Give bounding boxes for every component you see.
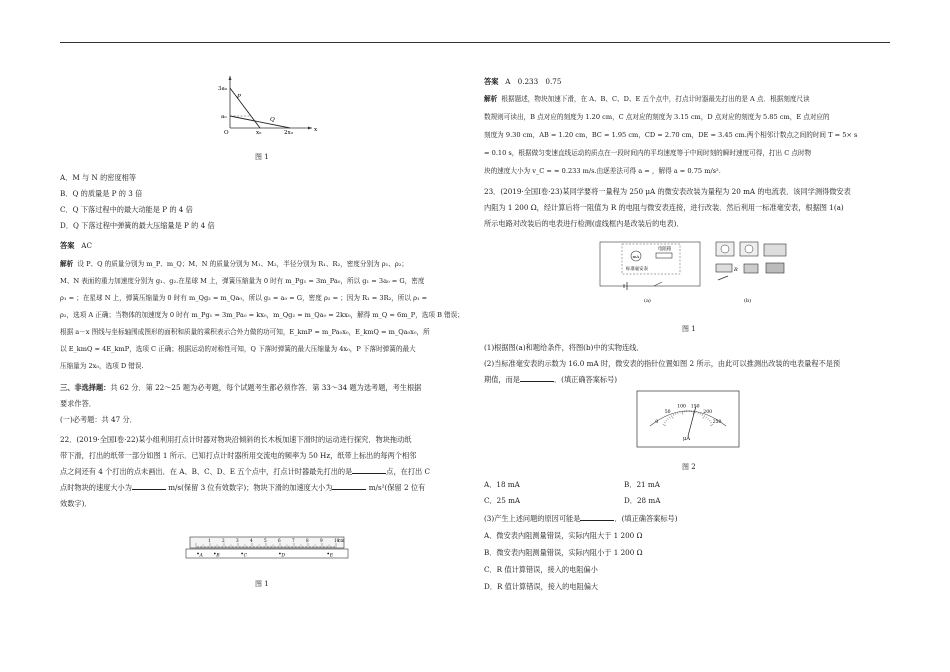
option-c: C．Q 下落过程中的最大动能是 P 的 4 倍 xyxy=(60,205,193,214)
answer-label-right: 答案 xyxy=(484,77,499,86)
figure-caption-ruler: 图 1 xyxy=(255,580,269,588)
r-analysis-line-1: 解析 根据题述，物块加速下滑，在 A、B、C、D、E 五个点中，打点计时器最先打出的是 A 点．根据刻度尺读 xyxy=(484,95,810,103)
answer-value: AC xyxy=(81,241,92,250)
answer-value-right: A 0.233 0.75 xyxy=(505,77,562,86)
q22-line-3: 点之间还有 4 个打出的点未画出．在 A、B、C、D、E 五个点中，打点计时器最先打出的是 点，在打出 C xyxy=(60,467,430,476)
option3-d: D．R 值计算错误，接入的电阻偏大 xyxy=(484,582,599,591)
label-origin: O xyxy=(224,130,229,136)
paper-tape xyxy=(186,549,348,558)
option2-c: C．25 mA xyxy=(484,496,521,505)
option2-a: A．18 mA xyxy=(484,480,520,489)
option2-b: B．21 mA xyxy=(624,480,660,489)
circuit-figure xyxy=(594,236,794,308)
sub-question-3: (3)产生上述问题的原因可能是 ．(填正确答案标号) xyxy=(484,514,678,523)
part-b-label: (b) xyxy=(744,298,752,304)
ruler-tick-label: 7 xyxy=(292,538,295,543)
ruler-tick-label: 5 xyxy=(264,538,267,543)
resistor-box-symbol xyxy=(656,253,672,258)
apparatus-resistor xyxy=(716,264,732,272)
line-P xyxy=(230,88,260,128)
sub-question-1: (1)根据图(a)和题给条件，将图(b)中的实物连线． xyxy=(484,343,644,352)
r-analysis-line-2: 数规则可读出，B 点对应的刻度为 1.20 cm，C 点对应的刻度为 3.15 cm，D 点对应的刻度为 5.85 cm，E 点对应的 xyxy=(484,113,830,121)
ruler-tick-label: 10 xyxy=(334,538,340,543)
label-x0: x₀ xyxy=(256,130,262,136)
q23-line-2: 内阻为 1 200 Ω，经计算后将一阻值为 R 的电阻与微安表连接，进行改装．然后利用一标准毫安表，根据图 1(a) xyxy=(484,203,844,212)
option-b: B．Q 的质量是 P 的 3 倍 xyxy=(60,189,143,198)
apparatus-R-label: R xyxy=(734,267,738,273)
std-meter-label: 标准毫安表 xyxy=(626,267,648,272)
dial-tick-label: 0 xyxy=(655,419,659,425)
section-heading: 三、非选择题：共 62 分．第 22～25 题为必考题，每个试题考生都必须作答．第 33～34 题为选考题，考生根据 xyxy=(60,383,422,392)
dial-unit: μA xyxy=(683,436,691,442)
ruler-tick-label: 4 xyxy=(250,538,253,543)
resistor-box-label: 电阻箱 xyxy=(658,247,672,252)
ruler-tick-label: 9 xyxy=(320,538,323,543)
q22-line-2: 带下滑，打出的纸带一部分如图 1 所示．已知打点计时器所用交流电的频率为 50 Hz，纸带上标出的每两个相邻 xyxy=(60,451,417,460)
blank-range[interactable] xyxy=(520,373,554,382)
apparatus-resistor-box xyxy=(764,244,786,256)
figure-caption-1: 图 1 xyxy=(255,153,269,161)
section-title: 三、非选择题： xyxy=(60,383,111,392)
part-a-label: (a) xyxy=(644,298,651,304)
answer-row-right xyxy=(484,74,561,90)
option2-d: D．28 mA xyxy=(624,496,661,505)
label-P: P xyxy=(237,94,241,100)
label-Q: Q xyxy=(270,117,275,123)
figure-caption-dial: 图 2 xyxy=(682,463,696,471)
microammeter-dial xyxy=(636,390,740,450)
label-2x0: 2x₀ xyxy=(284,130,293,136)
analysis-line-3: ρ₁ = ；在星球 N 上，弹簧压缩量为 0 时有 m_Qg₂ = m_Qa₀，所以 g₂ = a₀ = G，密度 ρ₂ = ；因为 R₁ = 3R₂，所以 ρ₁ = xyxy=(60,294,428,302)
tape-point-label: C xyxy=(243,553,248,559)
sub-question-2-line-2: 期值，而是 ．(填正确答案标号) xyxy=(484,375,618,384)
analysis-line-1: 解析 设 P、Q 的质量分别为 m_P、m_Q；M、N 的质量分别为 M₁、M₂，半径分别为 R₁、R₂，密度分别为 ρ₁、ρ₂； xyxy=(60,260,409,268)
answer-label: 答案 xyxy=(60,241,75,250)
option3-c: C．R 值计算错误，接入的电阻偏小 xyxy=(484,565,598,574)
q22-line-5: 效数字)． xyxy=(60,499,92,508)
analysis-line-5: 根据 a－x 图线与坐标轴围成图形的面积和质量的乘积表示合外力做的功可知，E_kmP = m_Pa₀x₀，E_kmQ = m_Qa₀x₀，所 xyxy=(60,328,430,336)
tape-point-label: A xyxy=(199,553,203,559)
analysis-label: 解析 xyxy=(60,260,74,268)
blank-velocity[interactable] xyxy=(132,481,166,490)
blank-first-point[interactable] xyxy=(352,465,386,474)
label-x-axis: x xyxy=(314,127,318,133)
label-a0: a₀ xyxy=(221,114,227,120)
q22-line-1: 22．(2019·全国Ⅰ卷·22)某小组利用打点计时器对物块沿倾斜的长木板加速下滑时的运动进行探究．物块拖动纸 xyxy=(60,435,412,444)
required-heading: (一)必考题：共 47 分． xyxy=(60,415,137,424)
answer-row xyxy=(60,238,92,254)
r-analysis-line-5: 块的速度大小为 v_C = ≈ 0.233 m/s.由逐差法可得 a = ，解得 a = 0.75 m/s². xyxy=(484,167,721,175)
ruler-tick-label: 3 xyxy=(236,538,239,543)
milliammeter-label: mA xyxy=(632,254,640,259)
ruler-tick-label: 2 xyxy=(222,538,225,543)
option3-b: B．微安表内阻测量错误，实际内阻小于 1 200 Ω xyxy=(484,548,643,557)
dial-tick-label: 150 xyxy=(690,404,700,410)
ruler-unit: cm xyxy=(338,538,345,543)
q23-line-3: 所示电路对改装后的电表进行检测(虚线框内是改装后的电表)． xyxy=(484,219,684,228)
dial-tick-label: 250 xyxy=(712,419,722,425)
ruler-tick-label: 8 xyxy=(306,538,309,543)
r-analysis-line-4: = 0.10 s，根据做匀变速直线运动的质点在一段时间内的平均速度等于中间时刻的瞬时速度可得，打出 C 点时物 xyxy=(484,149,812,157)
circuit-outer-loop xyxy=(600,242,700,286)
tape-point-label: B xyxy=(216,553,220,559)
ruler-tick-label: 6 xyxy=(278,538,281,543)
option-a: A．M 与 N 的密度相等 xyxy=(60,173,137,182)
analysis-line-6: 以 E_kmQ = 4E_kmP，选项 C 正确；根据运动的对称性可知，Q 下落时弹簧的最大压缩量为 4x₀，P 下落时弹簧的最大 xyxy=(60,345,416,353)
figure-caption-circuit: 图 1 xyxy=(682,325,696,333)
tape-point-label: D xyxy=(281,553,286,559)
switch-symbol xyxy=(654,282,662,286)
blank-cause[interactable] xyxy=(580,512,614,521)
ruler-tick-label: 1 xyxy=(208,538,211,543)
ax-graph-figure xyxy=(220,72,370,134)
analysis-label-right: 解析 xyxy=(484,95,498,103)
line-Q xyxy=(230,116,290,128)
blank-acceleration[interactable] xyxy=(332,481,366,490)
apparatus-key xyxy=(718,276,728,280)
analysis-line-7: 压缩量为 2x₀，选项 D 错误. xyxy=(60,362,144,370)
q22-line-4: 点时物块的速度大小为 m/s(保留 3 位有效数字)；物块下滑的加速度大小为 m/s²(保留 2 位有 xyxy=(60,483,426,492)
ruler-tape-figure xyxy=(182,533,352,567)
header-rule xyxy=(60,42,890,43)
dial-tick-label: 50 xyxy=(664,409,671,415)
option3-a: A．微安表内阻测量错误，实际内阻大于 1 200 Ω xyxy=(484,531,643,540)
apparatus-battery xyxy=(766,263,784,273)
section-text-2: 要求作答． xyxy=(60,399,96,408)
analysis-line-2: M、N 表面的重力加速度分别为 g₁、g₂.在星球 M 上，弹簧压缩量为 0 时有 m_Pg₁ = 3m_Pa₀，所以 g₁ = 3a₀ = G，密度 xyxy=(60,277,425,285)
analysis-line-4: ρ₂，选项 A 正确；当物体的加速度为 0 时有 m_Pg₁ = 3m_Pa₀ = kx₀，m_Qg₂ = m_Qa₀ = 2kx₀，解得 m_Q = 6m_P，选项 B 错误； xyxy=(60,311,464,319)
sub-question-2-line-1: (2)当标准毫安表的示数为 16.0 mA 时，微安表的指针位置如图 2 所示，由此可以推测出改装的电表量程不是预 xyxy=(484,359,841,368)
option-d: D．Q 下落过程中弹簧的最大压缩量是 P 的 4 倍 xyxy=(60,221,215,230)
label-3a0: 3a₀ xyxy=(218,86,228,92)
dial-tick-label: 100 xyxy=(677,404,686,410)
r-analysis-line-3: 刻度为 9.30 cm，AB = 1.20 cm，BC = 1.95 cm，CD = 2.70 cm，DE = 3.45 cm.两个相邻计数点之间的时间 T = 5× s xyxy=(484,131,858,139)
tape-point-label: E xyxy=(329,553,334,559)
q23-line-1: 23．(2019·全国Ⅰ卷·23)某同学要将一量程为 250 μA 的微安表改装为量程为 20 mA 的电流表．该同学测得微安表 xyxy=(484,187,851,196)
dial-tick-label: 200 xyxy=(703,409,713,415)
apparatus-switch xyxy=(744,264,758,273)
